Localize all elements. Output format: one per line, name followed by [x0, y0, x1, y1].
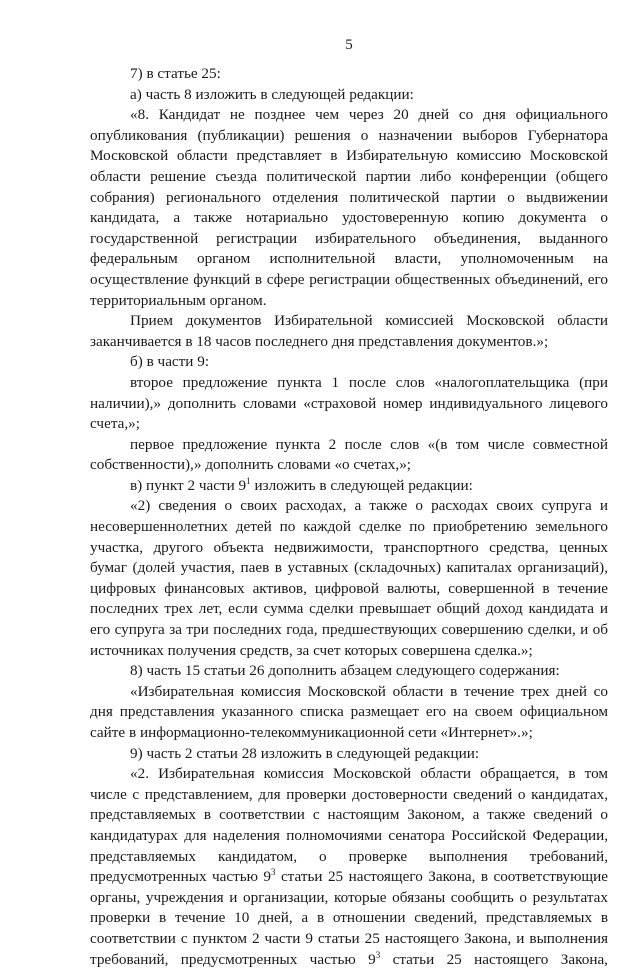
- document-body: [90, 64, 608, 970]
- text-run: 8) часть 15 статьи 26 дополнить абзацем следующего содержания:: [130, 662, 560, 680]
- paragraph-p9: [90, 496, 608, 661]
- text-run: 7) в статье 25:: [130, 65, 221, 82]
- text-run: б) в части 9:: [130, 353, 210, 371]
- text-run: изложить в следующей редакции:: [250, 476, 473, 494]
- text-run: статьи 25 настоящего Закона,: [380, 950, 608, 968]
- text-run: «2) сведения о своих расходах, а также о расходах своих супруга и несовершеннолетних детей по каждой сделке по приобретению земельного участка, другого объекта недвижимости, транспортного средства, ценных бумаг (долей участия, паев в уставных (складочных) капиталах организаций), цифровых финансовых активов, цифровой валюты, совершенной в течение последних трех лет, если сумма сделки превышает общий доход кандидата и его супруга за три последних года, предшествующих совершению сделки, и об источниках получения средств, за счет которых совершена сделка.»;: [90, 497, 608, 659]
- paragraph-p10: [90, 661, 608, 682]
- superscript: 3: [271, 867, 276, 878]
- page-number: 5: [345, 37, 353, 53]
- paragraph-p2: [90, 85, 608, 106]
- text-run: в) пункт 2 части 9: [130, 476, 247, 494]
- paragraph-p1: [90, 64, 608, 85]
- paragraph-p12: [90, 744, 608, 765]
- superscript: 1: [246, 475, 251, 486]
- paragraph-p4: [90, 311, 608, 352]
- paragraph-p13: [90, 764, 608, 970]
- paragraph-p6: [90, 373, 608, 435]
- text-run: статьи 25 настоящего Закона, в соответствующие органы, учреждения и организации, которые обязаны сообщить о результатах проверки в течение 10 дней, а в отношении сведений, представляемых в соответствии с пунктом 2 части 9 статьи 25 настоящего Закона, и выполнения требований, предусмотренных частью 9: [90, 868, 608, 968]
- text-run: «2. Избирательная комиссия Московской области обращается, в том числе с представлением, для проверки достоверности сведений о кандидатах, представляемых в соответствии с настоящим Законом, а также сведений о кандидатурах для наделения полномочиями сенатора Российской Федерации, представляемых кандидатом, о проверке выполнения требований, предусмотренных частью 9: [90, 765, 608, 886]
- text-run: «8. Кандидат не позднее чем через 20 дней со дня официального опубликования (публикации) решения о назначении выборов Губернатора Московской области представляет в Избирательную комиссию Московской области решение съезда политической партии либо конференции (общего собрания) регионального отделения политической партии о выдвижении кандидата, а также нотариально удостоверенную копию документа о государственной регистрации избирательного объединения, выданного федеральным органом исполнительной власти, уполномоченным на осуществление функций в сфере регистрации общественных объединений, его территориальным органом.: [90, 106, 608, 309]
- text-run: первое предложение пункта 2 после слов «(в том числе совместной собственности),» дополнить словами «о счетах,»;: [90, 435, 608, 474]
- text-run: «Избирательная комиссия Московской области в течение трех дней со дня представления указанного списка размещает его на своем официальном сайте в информационно-телекоммуникационной сети «Интернет».»;: [90, 682, 608, 741]
- paragraph-p5: [90, 352, 608, 373]
- superscript: 3: [375, 949, 381, 960]
- paragraph-p3: [90, 105, 608, 311]
- paragraph-p7: [90, 435, 608, 476]
- paragraph-p11: [90, 682, 608, 744]
- text-run: второе предложение пункта 1 после слов «налогоплательщика (при наличии),» дополнить словами «страховой номер индивидуального лицевого счета,»;: [90, 373, 608, 433]
- text-run: Прием документов Избирательной комиссией Московской области заканчивается в 18 часов последнего дня представления документов.»;: [90, 312, 608, 350]
- text-run: 9) часть 2 статьи 28 изложить в следующей редакции:: [130, 744, 480, 762]
- text-run: а) часть 8 изложить в следующей редакции:: [130, 85, 414, 103]
- paragraph-p8: [90, 476, 608, 497]
